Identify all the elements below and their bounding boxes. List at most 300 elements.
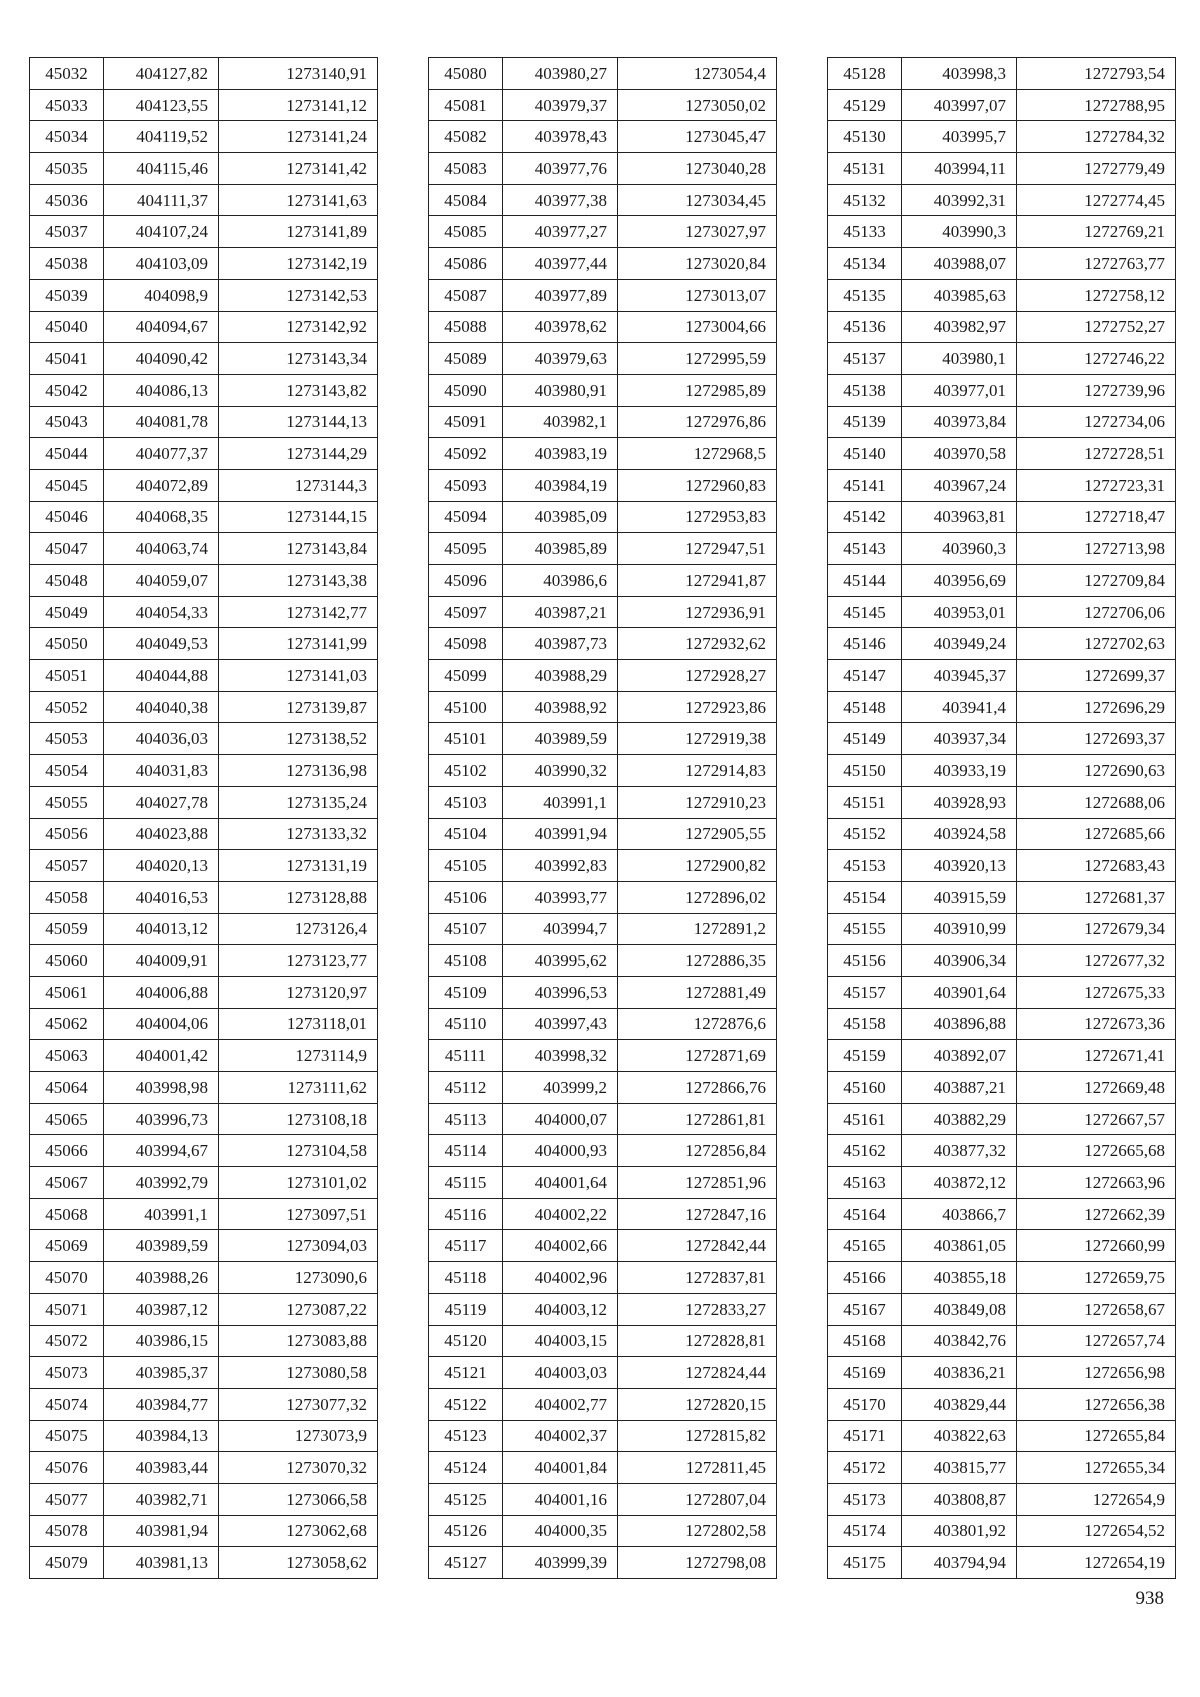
table-row xyxy=(429,565,777,597)
y-coordinate-cell: 1272871,69 xyxy=(618,1040,777,1072)
table-row xyxy=(429,1325,777,1357)
y-coordinate-cell: 1272675,33 xyxy=(1017,976,1176,1008)
point-id-cell: 45063 xyxy=(30,1040,104,1072)
table-row xyxy=(30,1040,378,1072)
x-coordinate-cell: 403866,7 xyxy=(902,1198,1017,1230)
x-coordinate-cell: 404031,83 xyxy=(104,755,219,787)
x-coordinate-cell: 403980,1 xyxy=(902,343,1017,375)
y-coordinate-cell: 1273139,87 xyxy=(219,691,378,723)
x-coordinate-cell: 403977,44 xyxy=(503,248,618,280)
y-coordinate-cell: 1273144,29 xyxy=(219,438,378,470)
point-id-cell: 45117 xyxy=(429,1230,503,1262)
point-id-cell: 45174 xyxy=(828,1515,902,1547)
y-coordinate-cell: 1272866,76 xyxy=(618,1072,777,1104)
point-id-cell: 45151 xyxy=(828,786,902,818)
point-id-cell: 45140 xyxy=(828,438,902,470)
x-coordinate-cell: 404119,52 xyxy=(104,121,219,153)
y-coordinate-cell: 1273144,15 xyxy=(219,501,378,533)
point-id-cell: 45094 xyxy=(429,501,503,533)
table-row xyxy=(30,1388,378,1420)
table-row xyxy=(828,945,1176,977)
x-coordinate-cell: 404003,03 xyxy=(503,1357,618,1389)
x-coordinate-cell: 404016,53 xyxy=(104,881,219,913)
x-coordinate-cell: 404111,37 xyxy=(104,184,219,216)
y-coordinate-cell: 1273126,4 xyxy=(219,913,378,945)
table-row xyxy=(429,58,777,90)
y-coordinate-cell: 1273142,19 xyxy=(219,248,378,280)
y-coordinate-cell: 1272886,35 xyxy=(618,945,777,977)
point-id-cell: 45044 xyxy=(30,438,104,470)
point-id-cell: 45162 xyxy=(828,1135,902,1167)
x-coordinate-cell: 404020,13 xyxy=(104,850,219,882)
y-coordinate-cell: 1272851,96 xyxy=(618,1167,777,1199)
x-coordinate-cell: 404086,13 xyxy=(104,374,219,406)
y-coordinate-cell: 1272784,32 xyxy=(1017,121,1176,153)
x-coordinate-cell: 403896,88 xyxy=(902,1008,1017,1040)
point-id-cell: 45048 xyxy=(30,565,104,597)
point-id-cell: 45084 xyxy=(429,184,503,216)
point-id-cell: 45061 xyxy=(30,976,104,1008)
point-id-cell: 45069 xyxy=(30,1230,104,1262)
y-coordinate-cell: 1272662,39 xyxy=(1017,1198,1176,1230)
point-id-cell: 45070 xyxy=(30,1262,104,1294)
y-coordinate-cell: 1272856,84 xyxy=(618,1135,777,1167)
table-row xyxy=(429,1198,777,1230)
x-coordinate-cell: 403892,07 xyxy=(902,1040,1017,1072)
point-id-cell: 45057 xyxy=(30,850,104,882)
table-row xyxy=(30,1198,378,1230)
table-row xyxy=(30,501,378,533)
table-row xyxy=(30,913,378,945)
point-id-cell: 45081 xyxy=(429,89,503,121)
y-coordinate-cell: 1272654,9 xyxy=(1017,1483,1176,1515)
table-row xyxy=(429,596,777,628)
table-row xyxy=(30,248,378,280)
y-coordinate-cell: 1273138,52 xyxy=(219,723,378,755)
point-id-cell: 45032 xyxy=(30,58,104,90)
y-coordinate-cell: 1272718,47 xyxy=(1017,501,1176,533)
y-coordinate-cell: 1272655,34 xyxy=(1017,1452,1176,1484)
table-row xyxy=(828,311,1176,343)
x-coordinate-cell: 403970,58 xyxy=(902,438,1017,470)
table-row xyxy=(828,1388,1176,1420)
y-coordinate-cell: 1273104,58 xyxy=(219,1135,378,1167)
x-coordinate-cell: 403984,77 xyxy=(104,1388,219,1420)
x-coordinate-cell: 403998,3 xyxy=(902,58,1017,90)
table-row xyxy=(429,723,777,755)
point-id-cell: 45103 xyxy=(429,786,503,818)
table-row xyxy=(828,1040,1176,1072)
x-coordinate-cell: 403924,58 xyxy=(902,818,1017,850)
point-id-cell: 45068 xyxy=(30,1198,104,1230)
y-coordinate-cell: 1272779,49 xyxy=(1017,153,1176,185)
point-id-cell: 45138 xyxy=(828,374,902,406)
x-coordinate-cell: 403998,98 xyxy=(104,1072,219,1104)
y-coordinate-cell: 1272706,06 xyxy=(1017,596,1176,628)
y-coordinate-cell: 1272763,77 xyxy=(1017,248,1176,280)
point-id-cell: 45169 xyxy=(828,1357,902,1389)
point-id-cell: 45172 xyxy=(828,1452,902,1484)
point-id-cell: 45051 xyxy=(30,660,104,692)
y-coordinate-cell: 1273070,32 xyxy=(219,1452,378,1484)
table-row xyxy=(429,1483,777,1515)
point-id-cell: 45082 xyxy=(429,121,503,153)
table-row xyxy=(828,691,1176,723)
point-id-cell: 45085 xyxy=(429,216,503,248)
point-id-cell: 45095 xyxy=(429,533,503,565)
table-row xyxy=(30,1547,378,1579)
table-row xyxy=(30,818,378,850)
point-id-cell: 45124 xyxy=(429,1452,503,1484)
x-coordinate-cell: 403988,92 xyxy=(503,691,618,723)
point-id-cell: 45143 xyxy=(828,533,902,565)
table-row xyxy=(429,786,777,818)
point-id-cell: 45096 xyxy=(429,565,503,597)
point-id-cell: 45056 xyxy=(30,818,104,850)
x-coordinate-cell: 403910,99 xyxy=(902,913,1017,945)
table-row xyxy=(429,850,777,882)
point-id-cell: 45083 xyxy=(429,153,503,185)
x-coordinate-cell: 403980,91 xyxy=(503,374,618,406)
table-row xyxy=(30,1483,378,1515)
x-coordinate-cell: 403985,63 xyxy=(902,279,1017,311)
table-row xyxy=(429,1357,777,1389)
table-row xyxy=(429,1293,777,1325)
table-row xyxy=(828,1167,1176,1199)
y-coordinate-cell: 1272798,08 xyxy=(618,1547,777,1579)
y-coordinate-cell: 1273118,01 xyxy=(219,1008,378,1040)
y-coordinate-cell: 1272919,38 xyxy=(618,723,777,755)
table-row xyxy=(828,343,1176,375)
y-coordinate-cell: 1273141,63 xyxy=(219,184,378,216)
point-id-cell: 45113 xyxy=(429,1103,503,1135)
point-id-cell: 45109 xyxy=(429,976,503,1008)
x-coordinate-cell: 403992,83 xyxy=(503,850,618,882)
table-row xyxy=(30,723,378,755)
y-coordinate-cell: 1272669,48 xyxy=(1017,1072,1176,1104)
x-coordinate-cell: 404001,84 xyxy=(503,1452,618,1484)
point-id-cell: 45137 xyxy=(828,343,902,375)
x-coordinate-cell: 403997,43 xyxy=(503,1008,618,1040)
x-coordinate-cell: 403877,32 xyxy=(902,1135,1017,1167)
y-coordinate-cell: 1272995,59 xyxy=(618,343,777,375)
table-row xyxy=(30,1420,378,1452)
y-coordinate-cell: 1272788,95 xyxy=(1017,89,1176,121)
y-coordinate-cell: 1273131,19 xyxy=(219,850,378,882)
point-id-cell: 45097 xyxy=(429,596,503,628)
point-id-cell: 45088 xyxy=(429,311,503,343)
y-coordinate-cell: 1273097,51 xyxy=(219,1198,378,1230)
table-row xyxy=(828,184,1176,216)
y-coordinate-cell: 1272815,82 xyxy=(618,1420,777,1452)
x-coordinate-cell: 403901,64 xyxy=(902,976,1017,1008)
table-row xyxy=(828,121,1176,153)
table-row xyxy=(429,501,777,533)
x-coordinate-cell: 403992,79 xyxy=(104,1167,219,1199)
x-coordinate-cell: 403983,44 xyxy=(104,1452,219,1484)
y-coordinate-cell: 1273087,22 xyxy=(219,1293,378,1325)
x-coordinate-cell: 404094,67 xyxy=(104,311,219,343)
point-id-cell: 45034 xyxy=(30,121,104,153)
table-row xyxy=(429,1420,777,1452)
y-coordinate-cell: 1272820,15 xyxy=(618,1388,777,1420)
y-coordinate-cell: 1272861,81 xyxy=(618,1103,777,1135)
point-id-cell: 45059 xyxy=(30,913,104,945)
point-id-cell: 45100 xyxy=(429,691,503,723)
y-coordinate-cell: 1272941,87 xyxy=(618,565,777,597)
x-coordinate-cell: 403945,37 xyxy=(902,660,1017,692)
x-coordinate-cell: 403928,93 xyxy=(902,786,1017,818)
table-row xyxy=(30,596,378,628)
point-id-cell: 45129 xyxy=(828,89,902,121)
x-coordinate-cell: 403977,27 xyxy=(503,216,618,248)
table-row xyxy=(30,755,378,787)
x-coordinate-cell: 403982,97 xyxy=(902,311,1017,343)
point-id-cell: 45086 xyxy=(429,248,503,280)
x-coordinate-cell: 403996,73 xyxy=(104,1103,219,1135)
y-coordinate-cell: 1273143,82 xyxy=(219,374,378,406)
table-row xyxy=(429,1072,777,1104)
table-row xyxy=(429,1008,777,1040)
x-coordinate-cell: 404107,24 xyxy=(104,216,219,248)
x-coordinate-cell: 403990,3 xyxy=(902,216,1017,248)
x-coordinate-cell: 403949,24 xyxy=(902,628,1017,660)
x-coordinate-cell: 404000,93 xyxy=(503,1135,618,1167)
table-row xyxy=(828,1420,1176,1452)
y-coordinate-cell: 1272837,81 xyxy=(618,1262,777,1294)
point-id-cell: 45121 xyxy=(429,1357,503,1389)
point-id-cell: 45125 xyxy=(429,1483,503,1515)
y-coordinate-cell: 1272807,04 xyxy=(618,1483,777,1515)
table-row xyxy=(30,279,378,311)
table-row xyxy=(429,438,777,470)
table-body xyxy=(828,58,1176,1579)
point-id-cell: 45167 xyxy=(828,1293,902,1325)
y-coordinate-cell: 1272936,91 xyxy=(618,596,777,628)
table-row xyxy=(828,406,1176,438)
point-id-cell: 45089 xyxy=(429,343,503,375)
point-id-cell: 45093 xyxy=(429,469,503,501)
y-coordinate-cell: 1273142,53 xyxy=(219,279,378,311)
x-coordinate-cell: 403989,59 xyxy=(503,723,618,755)
x-coordinate-cell: 403981,94 xyxy=(104,1515,219,1547)
x-coordinate-cell: 403988,26 xyxy=(104,1262,219,1294)
table-row xyxy=(828,913,1176,945)
x-coordinate-cell: 403960,3 xyxy=(902,533,1017,565)
y-coordinate-cell: 1272654,19 xyxy=(1017,1547,1176,1579)
y-coordinate-cell: 1272900,82 xyxy=(618,850,777,882)
point-id-cell: 45101 xyxy=(429,723,503,755)
y-coordinate-cell: 1272699,37 xyxy=(1017,660,1176,692)
table-row xyxy=(30,153,378,185)
point-id-cell: 45158 xyxy=(828,1008,902,1040)
point-id-cell: 45134 xyxy=(828,248,902,280)
x-coordinate-cell: 403920,13 xyxy=(902,850,1017,882)
point-id-cell: 45098 xyxy=(429,628,503,660)
point-id-cell: 45064 xyxy=(30,1072,104,1104)
y-coordinate-cell: 1273141,89 xyxy=(219,216,378,248)
y-coordinate-cell: 1273142,77 xyxy=(219,596,378,628)
y-coordinate-cell: 1273058,62 xyxy=(219,1547,378,1579)
point-id-cell: 45139 xyxy=(828,406,902,438)
x-coordinate-cell: 403849,08 xyxy=(902,1293,1017,1325)
x-coordinate-cell: 403941,4 xyxy=(902,691,1017,723)
point-id-cell: 45141 xyxy=(828,469,902,501)
table-row xyxy=(30,374,378,406)
y-coordinate-cell: 1272663,96 xyxy=(1017,1167,1176,1199)
table-row xyxy=(30,1103,378,1135)
point-id-cell: 45146 xyxy=(828,628,902,660)
table-row xyxy=(30,691,378,723)
x-coordinate-cell: 404001,16 xyxy=(503,1483,618,1515)
y-coordinate-cell: 1273144,3 xyxy=(219,469,378,501)
table-row xyxy=(828,153,1176,185)
y-coordinate-cell: 1273144,13 xyxy=(219,406,378,438)
x-coordinate-cell: 404044,88 xyxy=(104,660,219,692)
point-id-cell: 45114 xyxy=(429,1135,503,1167)
table-row xyxy=(828,1357,1176,1389)
point-id-cell: 45160 xyxy=(828,1072,902,1104)
y-coordinate-cell: 1273045,47 xyxy=(618,121,777,153)
table-row xyxy=(30,565,378,597)
y-coordinate-cell: 1273114,9 xyxy=(219,1040,378,1072)
y-coordinate-cell: 1272793,54 xyxy=(1017,58,1176,90)
table-row xyxy=(30,1072,378,1104)
table-row xyxy=(429,279,777,311)
y-coordinate-cell: 1272665,68 xyxy=(1017,1135,1176,1167)
x-coordinate-cell: 403933,19 xyxy=(902,755,1017,787)
table-row xyxy=(828,723,1176,755)
y-coordinate-cell: 1273050,02 xyxy=(618,89,777,121)
point-id-cell: 45130 xyxy=(828,121,902,153)
x-coordinate-cell: 403882,29 xyxy=(902,1103,1017,1135)
table-row xyxy=(828,469,1176,501)
x-coordinate-cell: 403987,12 xyxy=(104,1293,219,1325)
table-row xyxy=(429,1167,777,1199)
x-coordinate-cell: 403982,1 xyxy=(503,406,618,438)
y-coordinate-cell: 1272713,98 xyxy=(1017,533,1176,565)
y-coordinate-cell: 1272739,96 xyxy=(1017,374,1176,406)
x-coordinate-cell: 403822,63 xyxy=(902,1420,1017,1452)
y-coordinate-cell: 1272910,23 xyxy=(618,786,777,818)
x-coordinate-cell: 403984,19 xyxy=(503,469,618,501)
point-id-cell: 45144 xyxy=(828,565,902,597)
table-row xyxy=(828,786,1176,818)
y-coordinate-cell: 1273034,45 xyxy=(618,184,777,216)
y-coordinate-cell: 1272677,32 xyxy=(1017,945,1176,977)
x-coordinate-cell: 403887,21 xyxy=(902,1072,1017,1104)
point-id-cell: 45055 xyxy=(30,786,104,818)
point-id-cell: 45164 xyxy=(828,1198,902,1230)
point-id-cell: 45045 xyxy=(30,469,104,501)
y-coordinate-cell: 1273101,02 xyxy=(219,1167,378,1199)
table-row xyxy=(828,755,1176,787)
y-coordinate-cell: 1272696,29 xyxy=(1017,691,1176,723)
table-row xyxy=(30,1135,378,1167)
y-coordinate-cell: 1272655,84 xyxy=(1017,1420,1176,1452)
x-coordinate-cell: 403994,11 xyxy=(902,153,1017,185)
point-id-cell: 45159 xyxy=(828,1040,902,1072)
x-coordinate-cell: 403979,37 xyxy=(503,89,618,121)
point-id-cell: 45075 xyxy=(30,1420,104,1452)
x-coordinate-cell: 404123,55 xyxy=(104,89,219,121)
x-coordinate-cell: 404009,91 xyxy=(104,945,219,977)
point-id-cell: 45091 xyxy=(429,406,503,438)
x-coordinate-cell: 403937,34 xyxy=(902,723,1017,755)
x-coordinate-cell: 404002,77 xyxy=(503,1388,618,1420)
point-id-cell: 45133 xyxy=(828,216,902,248)
y-coordinate-cell: 1273108,18 xyxy=(219,1103,378,1135)
x-coordinate-cell: 403967,24 xyxy=(902,469,1017,501)
table-row xyxy=(30,533,378,565)
table-row xyxy=(30,343,378,375)
point-id-cell: 45116 xyxy=(429,1198,503,1230)
y-coordinate-cell: 1273141,99 xyxy=(219,628,378,660)
point-id-cell: 45079 xyxy=(30,1547,104,1579)
y-coordinate-cell: 1273020,84 xyxy=(618,248,777,280)
x-coordinate-cell: 404049,53 xyxy=(104,628,219,660)
table-row xyxy=(30,184,378,216)
x-coordinate-cell: 403963,81 xyxy=(902,501,1017,533)
y-coordinate-cell: 1273133,32 xyxy=(219,818,378,850)
x-coordinate-cell: 403990,32 xyxy=(503,755,618,787)
table-row xyxy=(429,184,777,216)
table-row xyxy=(429,628,777,660)
y-coordinate-cell: 1272876,6 xyxy=(618,1008,777,1040)
table-row xyxy=(828,596,1176,628)
y-coordinate-cell: 1273123,77 xyxy=(219,945,378,977)
table-row xyxy=(828,248,1176,280)
table-row xyxy=(429,913,777,945)
x-coordinate-cell: 403991,1 xyxy=(104,1198,219,1230)
y-coordinate-cell: 1272752,27 xyxy=(1017,311,1176,343)
x-coordinate-cell: 403872,12 xyxy=(902,1167,1017,1199)
table-row xyxy=(828,850,1176,882)
point-id-cell: 45105 xyxy=(429,850,503,882)
x-coordinate-cell: 404003,12 xyxy=(503,1293,618,1325)
x-coordinate-cell: 403986,15 xyxy=(104,1325,219,1357)
point-id-cell: 45152 xyxy=(828,818,902,850)
x-coordinate-cell: 403978,43 xyxy=(503,121,618,153)
y-coordinate-cell: 1272656,38 xyxy=(1017,1388,1176,1420)
table-row xyxy=(30,660,378,692)
x-coordinate-cell: 403794,94 xyxy=(902,1547,1017,1579)
coordinate-table-2 xyxy=(428,57,777,1579)
x-coordinate-cell: 403991,94 xyxy=(503,818,618,850)
point-id-cell: 45118 xyxy=(429,1262,503,1294)
x-coordinate-cell: 403985,89 xyxy=(503,533,618,565)
y-coordinate-cell: 1273062,68 xyxy=(219,1515,378,1547)
table-row xyxy=(429,248,777,280)
table-row xyxy=(828,1135,1176,1167)
y-coordinate-cell: 1272702,63 xyxy=(1017,628,1176,660)
x-coordinate-cell: 404068,35 xyxy=(104,501,219,533)
table-row xyxy=(828,58,1176,90)
table-row xyxy=(429,1135,777,1167)
x-coordinate-cell: 404001,42 xyxy=(104,1040,219,1072)
table-row xyxy=(828,976,1176,1008)
table-row xyxy=(429,1230,777,1262)
coordinate-table-3 xyxy=(827,57,1176,1579)
x-coordinate-cell: 404002,22 xyxy=(503,1198,618,1230)
table-row xyxy=(30,1230,378,1262)
x-coordinate-cell: 404127,82 xyxy=(104,58,219,90)
table-row xyxy=(429,1388,777,1420)
point-id-cell: 45060 xyxy=(30,945,104,977)
x-coordinate-cell: 403915,59 xyxy=(902,881,1017,913)
x-coordinate-cell: 404103,09 xyxy=(104,248,219,280)
x-coordinate-cell: 404002,96 xyxy=(503,1262,618,1294)
